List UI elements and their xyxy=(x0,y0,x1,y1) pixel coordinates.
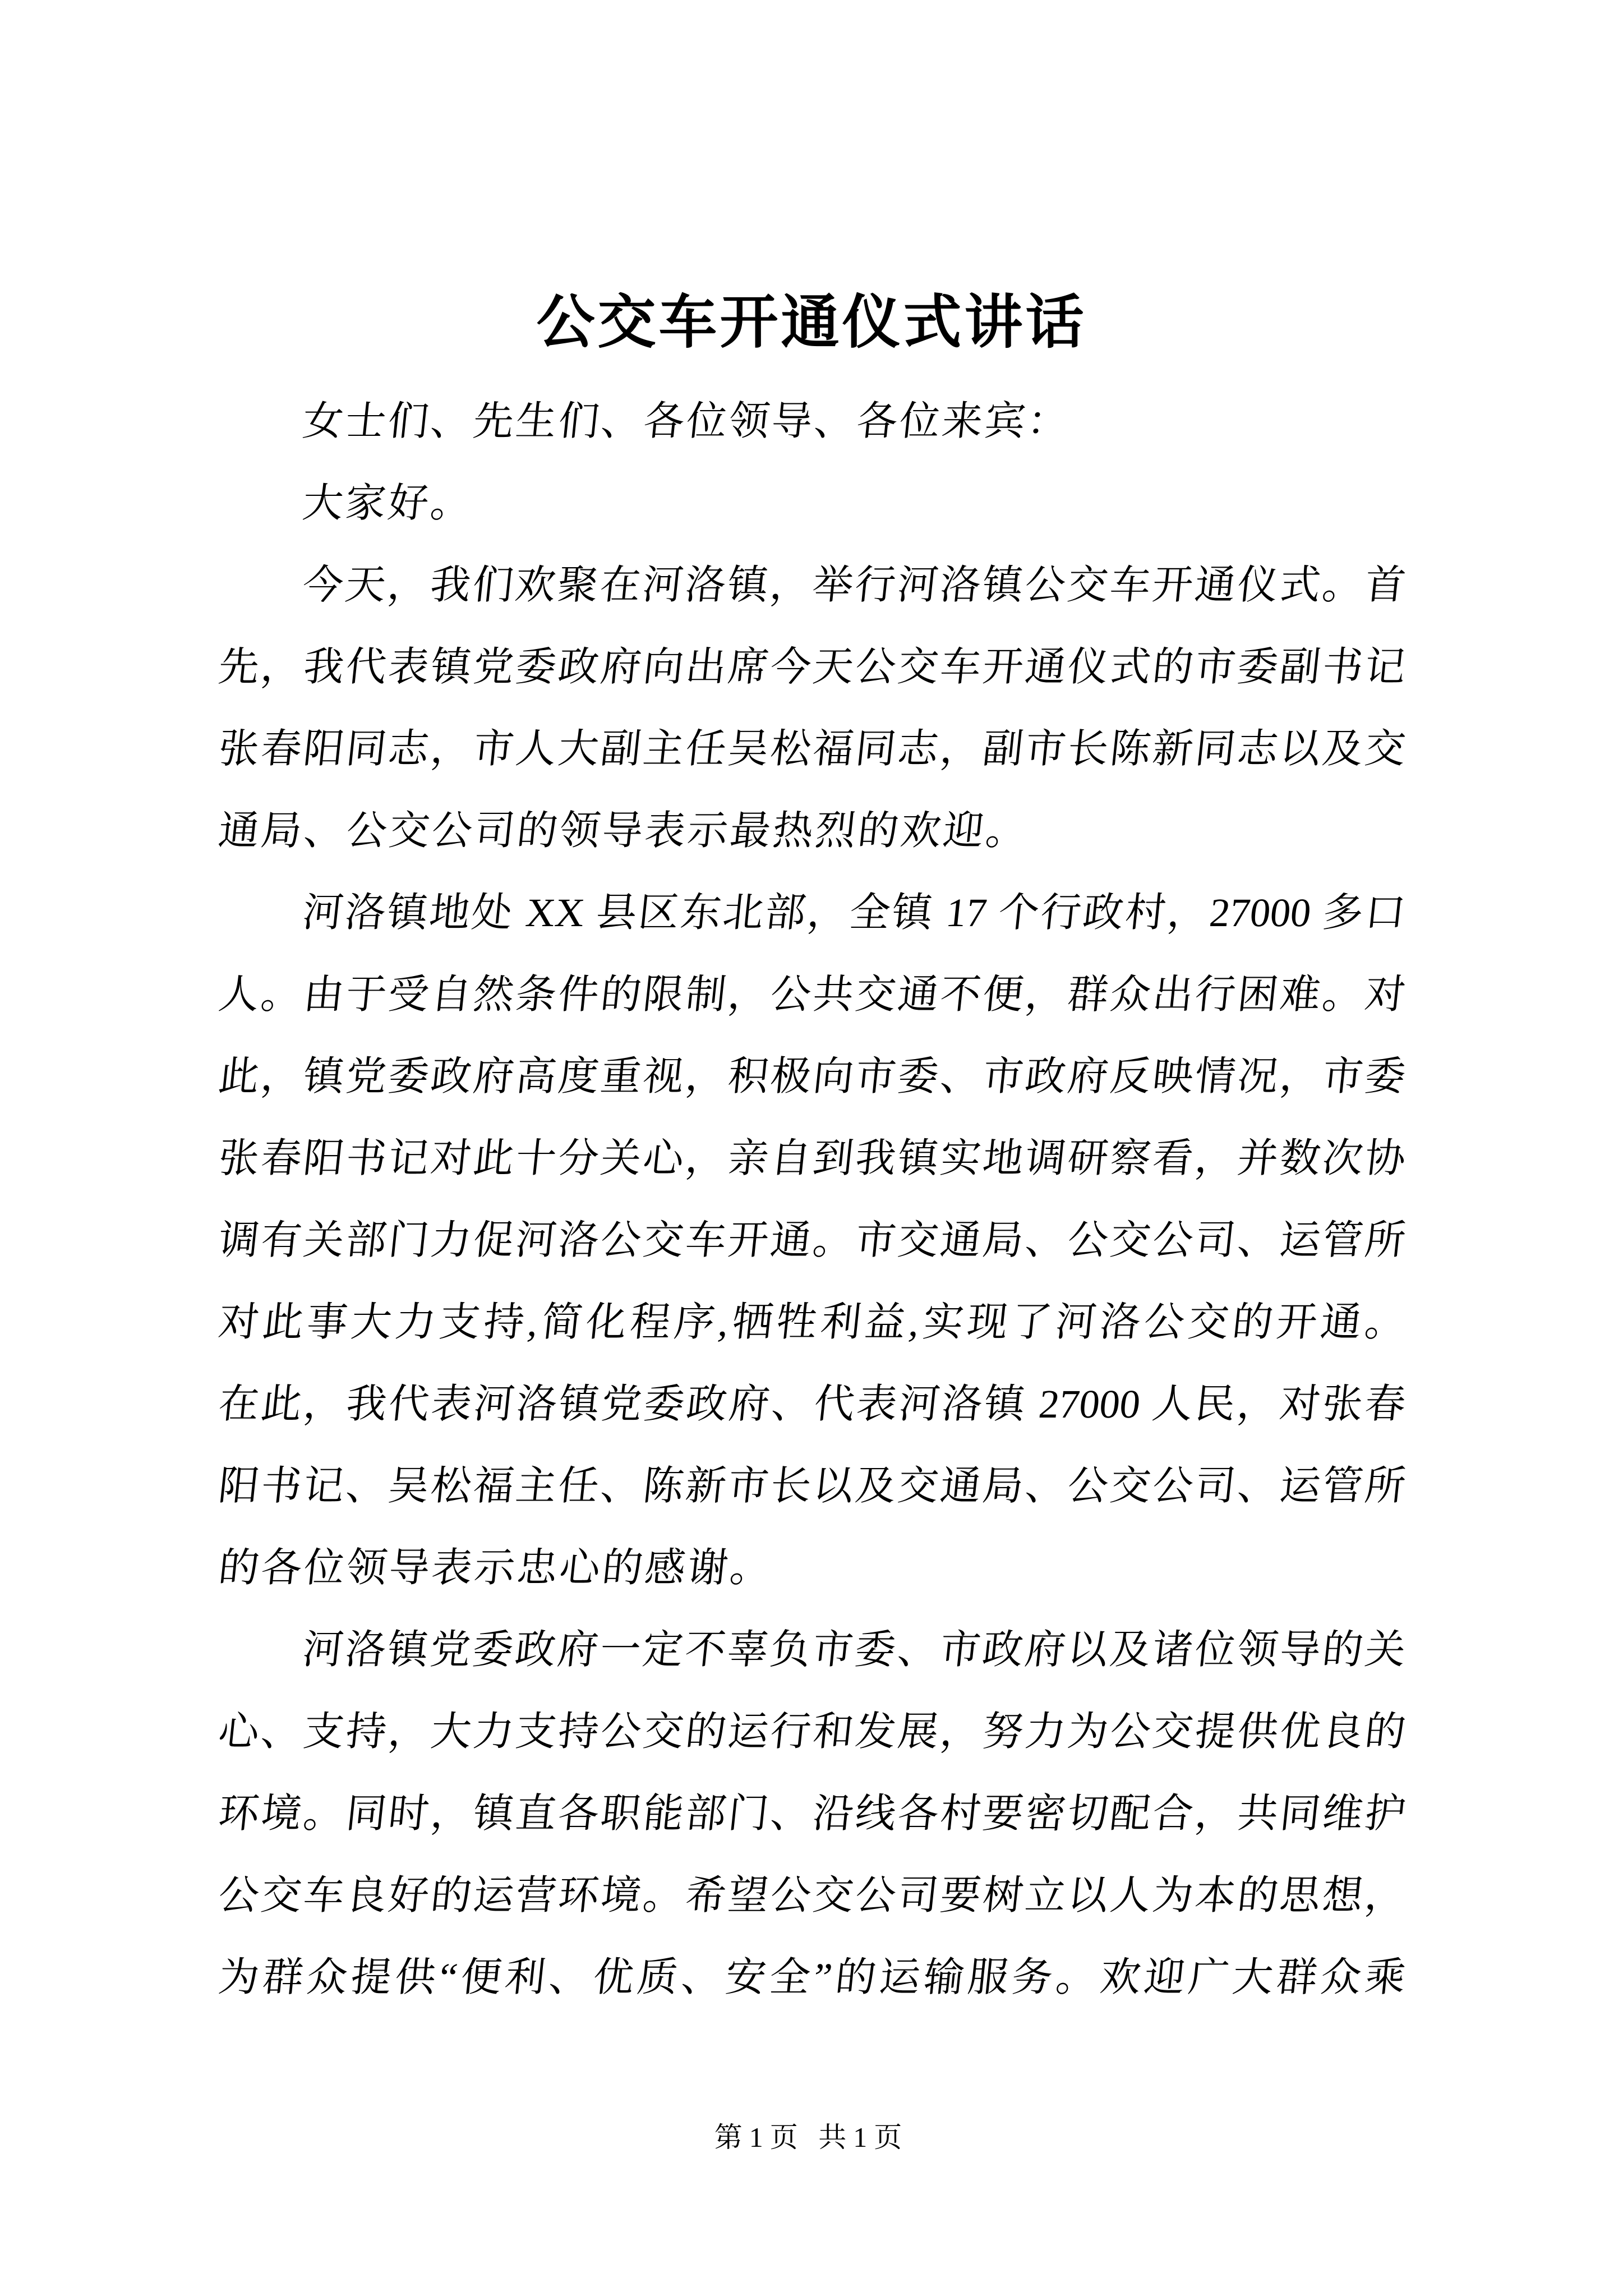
text-line: 环境。同时，镇直各职能部门、沿线各村要密切配合，共同维护 xyxy=(216,1791,1408,1836)
text-line: 此，镇党委政府高度重视，积极向市委、市政府反映情况，市委 xyxy=(216,1054,1408,1099)
page-title: 公交车开通仪式讲话 xyxy=(536,291,1087,355)
page-number-footer: 第1页 共1页 xyxy=(714,2122,909,2153)
document-body xyxy=(216,380,1408,2018)
text-line: 大家好。 xyxy=(300,481,476,526)
text-line: 心、支持，大力支持公交的运行和发展，努力为公交提供优良的 xyxy=(216,1709,1408,1754)
text-line: 为群众提供“便利、优质、安全”的运输服务。欢迎广大群众乘 xyxy=(216,1955,1408,2000)
text-line: 先，我代表镇党委政府向出席今天公交车开通仪式的市委副书记 xyxy=(216,645,1408,689)
text-line: 通局、公交公司的领导表示最热烈的欢迎。 xyxy=(216,808,1031,853)
text-line: 河洛镇党委政府一定不辜负市委、市政府以及诸位领导的关 xyxy=(300,1627,1408,1672)
text-line: 阳书记、吴松福主任、陈新市长以及交通局、公交公司、运管所 xyxy=(216,1464,1408,1508)
text-line: 的各位领导表示忠心的感谢。 xyxy=(216,1545,776,1590)
text-line: 公交车良好的运营环境。希望公交公司要树立以人为本的思想， xyxy=(216,1873,1408,1918)
text-line: 在此，我代表河洛镇党委政府、代表河洛镇 27000 人民，对张春 xyxy=(216,1382,1408,1427)
text-line-greeting: 女士们、先生们、各位领导、各位来宾： xyxy=(300,399,1073,444)
text-line: 人。由于受自然条件的限制，公共交通不便，群众出行困难。对 xyxy=(216,972,1408,1017)
text-line: 调有关部门力促河洛公交车开通。市交通局、公交公司、运管所 xyxy=(216,1218,1408,1263)
text-line: 对此事大力支持,简化程序,牺牲利益,实现了河洛公交的开通。 xyxy=(216,1300,1408,1345)
text-line: 张春阳同志，市人大副主任吴松福同志，副市长陈新同志以及交 xyxy=(216,726,1408,771)
text-line: 今天，我们欢聚在河洛镇，举行河洛镇公交车开通仪式。首 xyxy=(300,563,1408,608)
text-line: 张春阳书记对此十分关心，亲自到我镇实地调研察看，并数次协 xyxy=(216,1136,1408,1181)
text-line: 河洛镇地处 XX 县区东北部，全镇 17 个行政村，27000 多口 xyxy=(300,890,1408,935)
